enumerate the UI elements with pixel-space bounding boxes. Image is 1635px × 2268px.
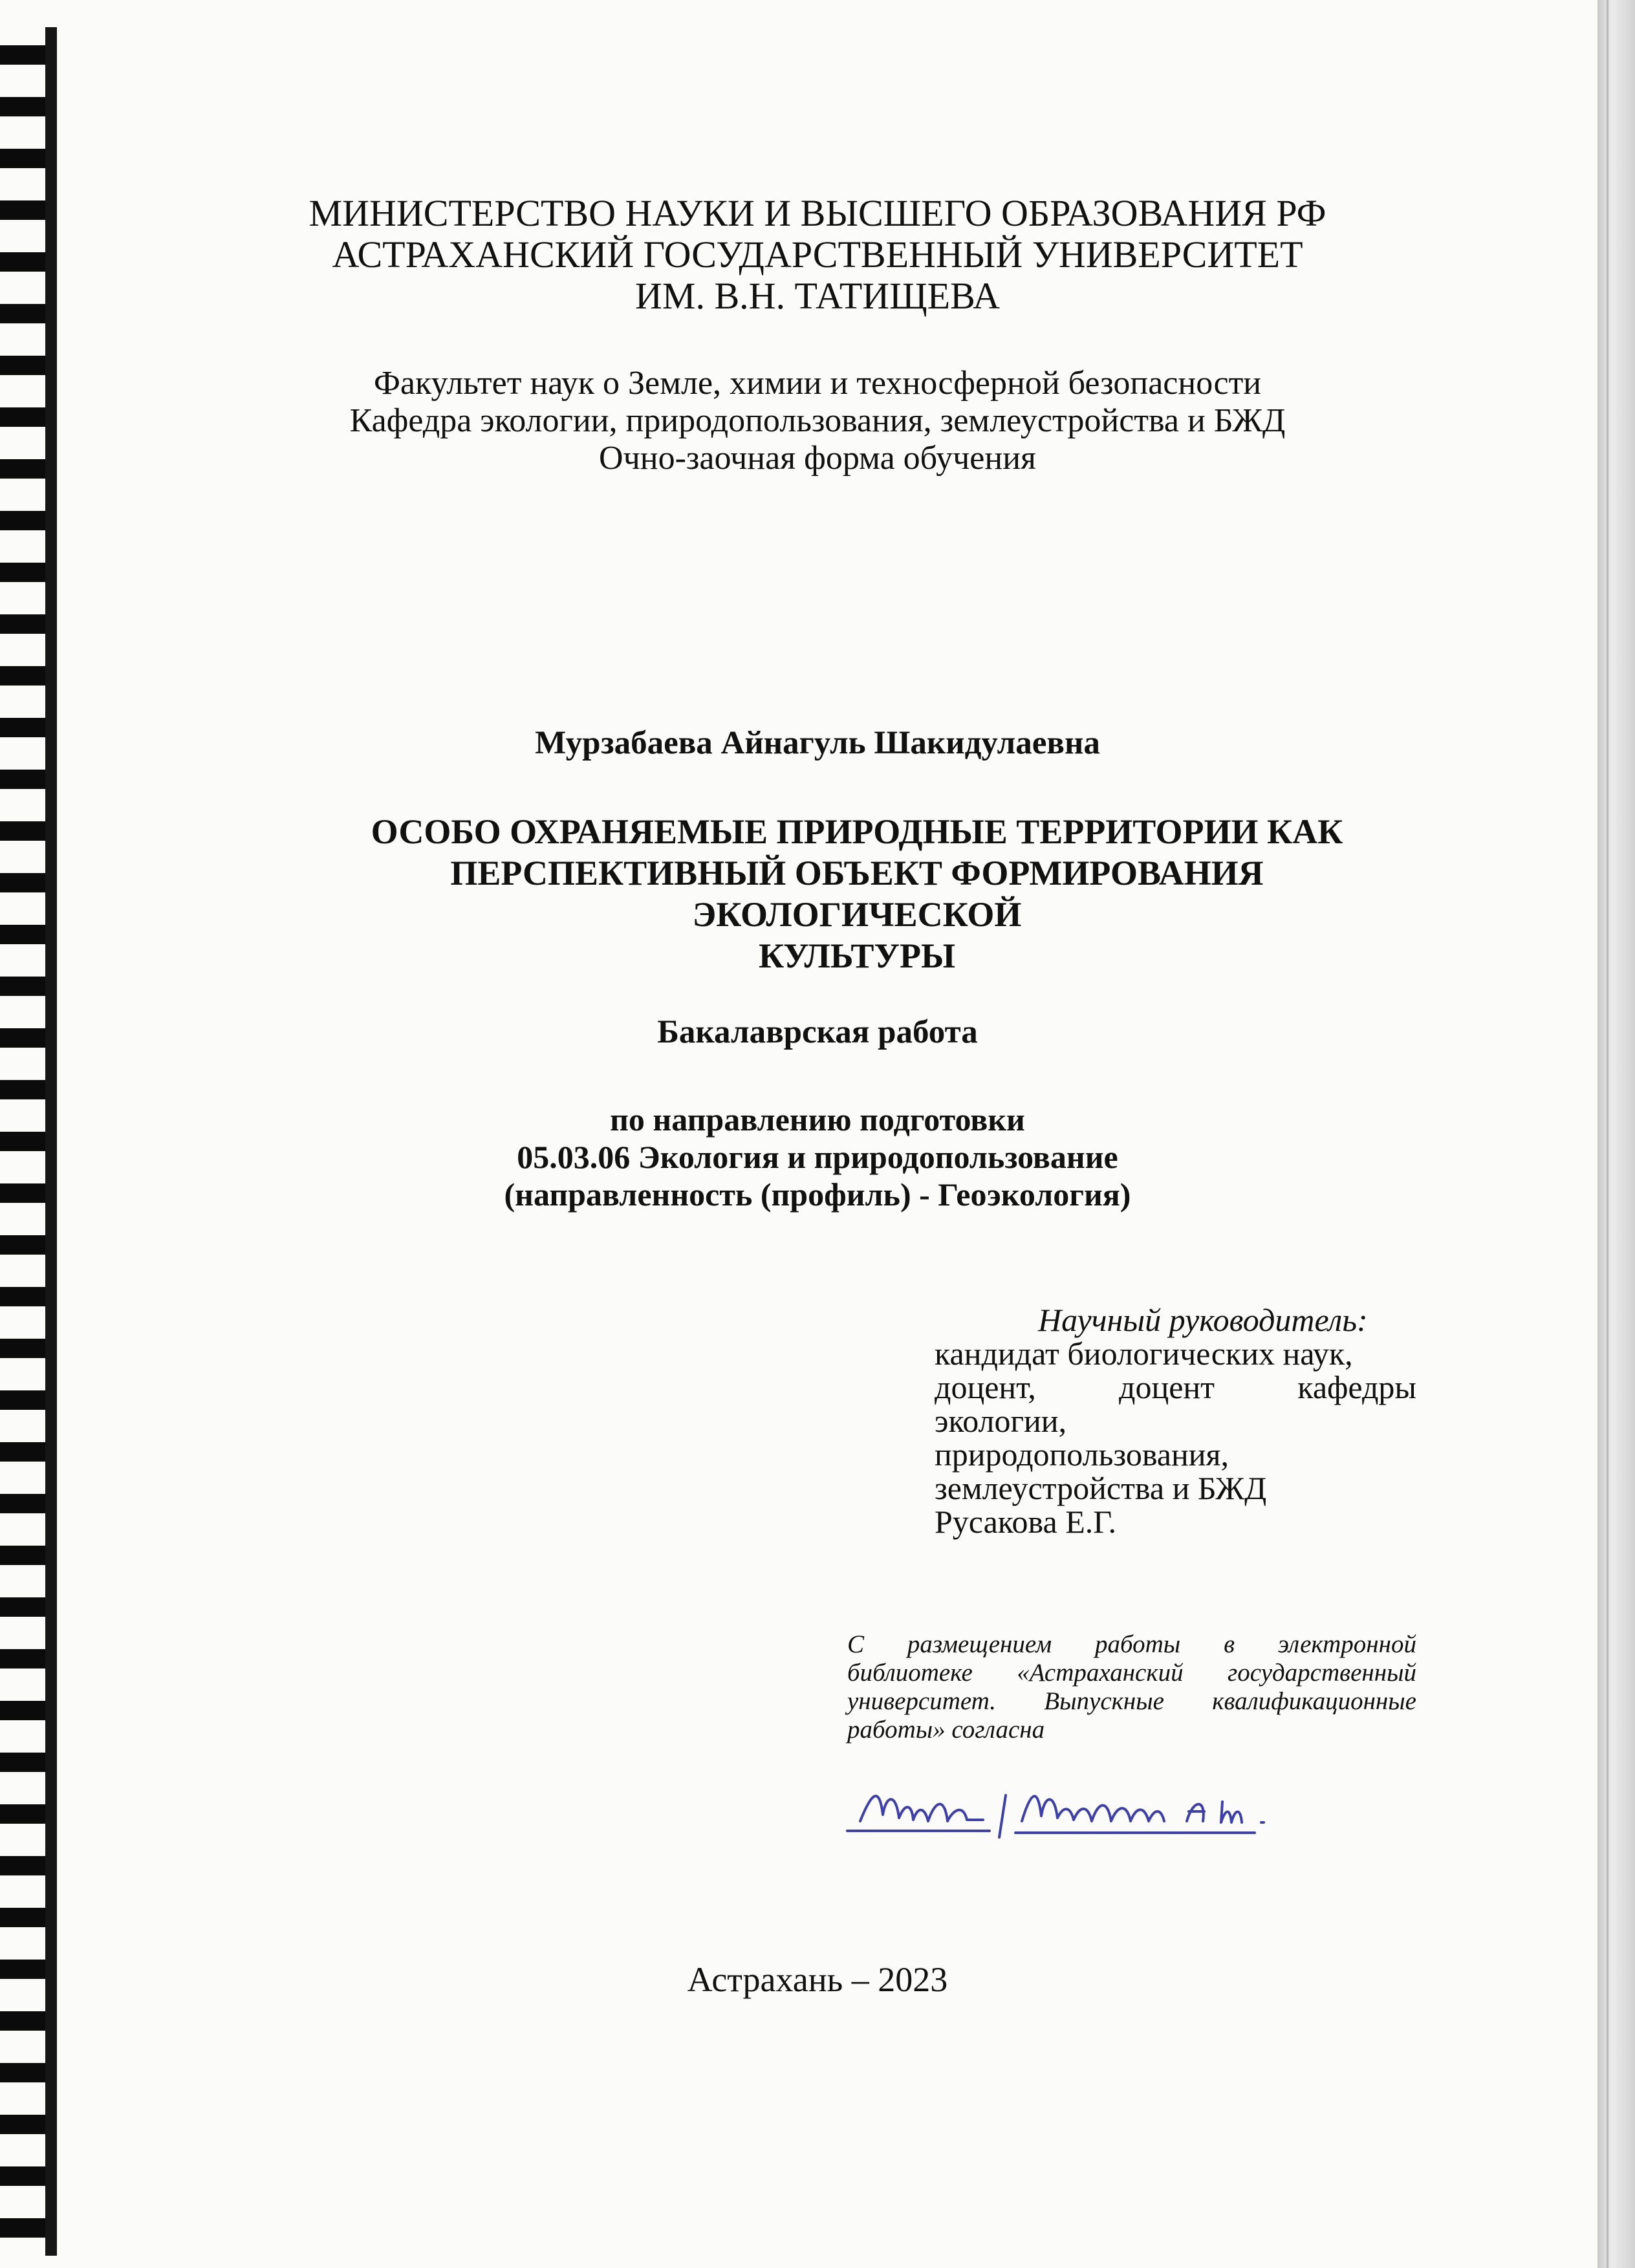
department-name: Кафедра экологии, природопользования, землеустройства и БЖД [349, 402, 1286, 439]
binding-hole [0, 97, 57, 116]
title-line-3: КУЛЬТУРЫ [758, 936, 956, 975]
title-line-2: ПЕРСПЕКТИВНЫЙ ОБЪЕКТ ФОРМИРОВАНИЯ ЭКОЛОГИЧЕСКОЙ [450, 854, 1264, 934]
binding-hole [0, 45, 57, 65]
supervisor-line-2: доцент, доцент кафедры [935, 1369, 1416, 1405]
binding-hole [0, 1908, 57, 1927]
author-name: Мурзабаева Айнагуль Шакидулаевна [535, 725, 1100, 761]
study-direction [0, 1101, 1635, 1213]
publication-consent [847, 1630, 1416, 1744]
binding-hole [0, 2063, 57, 2082]
page-stack-edge [1597, 0, 1635, 2268]
city-year: Астрахань – 2023 [687, 1960, 948, 1999]
binding-hole [0, 1390, 57, 1410]
direction-line-3: (направленность (профиль) - Геоэкология) [504, 1176, 1131, 1213]
title-line-1: ОСОБО ОХРАНЯЕМЫЕ ПРИРОДНЫЕ ТЕРРИТОРИИ КАК [371, 812, 1343, 851]
handwritten-signature [834, 1769, 1313, 1853]
faculty-name: Факультет наук о Земле, химии и техносферной безопасности [373, 365, 1262, 402]
binding-hole [0, 1804, 57, 1824]
direction-line-1: по направлению подготовки [610, 1101, 1025, 1138]
binding-hole [0, 511, 57, 530]
binding-hole [0, 614, 57, 634]
work-type: Бакалаврская работа [657, 1014, 978, 1050]
supervisor-line-5: землеустройства и БЖД [935, 1470, 1267, 1506]
ministry-header [0, 193, 1635, 317]
faculty-block [0, 365, 1635, 477]
binding-hole [0, 1649, 57, 1669]
consent-line-2: библиотеке «Астраханский государственный [847, 1659, 1416, 1687]
consent-line-3: университет. Выпускные квалификационные [847, 1687, 1416, 1715]
direction-line-2: 05.03.06 Экология и природопользование [517, 1139, 1118, 1175]
binding-hole [0, 149, 57, 168]
binding-hole [0, 2166, 57, 2186]
header-line-3: ИМ. В.Н. ТАТИЩЕВА [634, 275, 1001, 317]
supervisor-line-1: кандидат биологических наук, [935, 1335, 1353, 1372]
binding-hole [0, 1235, 57, 1255]
consent-line-1: С размещением работы в электронной [847, 1630, 1416, 1658]
study-form: Очно-заочная форма обучения [599, 440, 1036, 477]
binding-hole [0, 1597, 57, 1617]
header-line-1: МИНИСТЕРСТВО НАУКИ И ВЫСШЕГО ОБРАЗОВАНИЯ РФ [309, 192, 1326, 234]
binding-hole [0, 1856, 57, 1875]
supervisor-name: Русакова Е.Г. [935, 1504, 1117, 1540]
supervisor-line-3: экологии, [935, 1403, 1067, 1439]
binding-hole [0, 563, 57, 582]
binding-hole [0, 666, 57, 686]
binding-hole [0, 2115, 57, 2134]
supervisor-line-4: природопользования, [935, 1436, 1229, 1473]
binding-hole [0, 1442, 57, 1462]
supervisor-heading: Научный руководитель: [1038, 1302, 1368, 1338]
consent-line-4: работы» согласна [847, 1716, 1045, 1744]
header-line-2: АСТРАХАНСКИЙ ГОСУДАРСТВЕННЫЙ УНИВЕРСИТЕТ [332, 233, 1303, 275]
thesis-title [0, 811, 1635, 977]
binding-hole [0, 1339, 57, 1358]
binding-hole [0, 770, 57, 789]
binding-hole [0, 2218, 57, 2238]
supervisor-block [935, 1303, 1416, 1539]
binding-hole [0, 1080, 57, 1099]
binding-hole [0, 977, 57, 996]
binding-hole [0, 1494, 57, 1513]
binding-hole [0, 2011, 57, 2031]
binding-hole [0, 1701, 57, 1720]
binding-hole [0, 1753, 57, 1772]
binding-hole [0, 1287, 57, 1306]
binding-hole [0, 1546, 57, 1565]
